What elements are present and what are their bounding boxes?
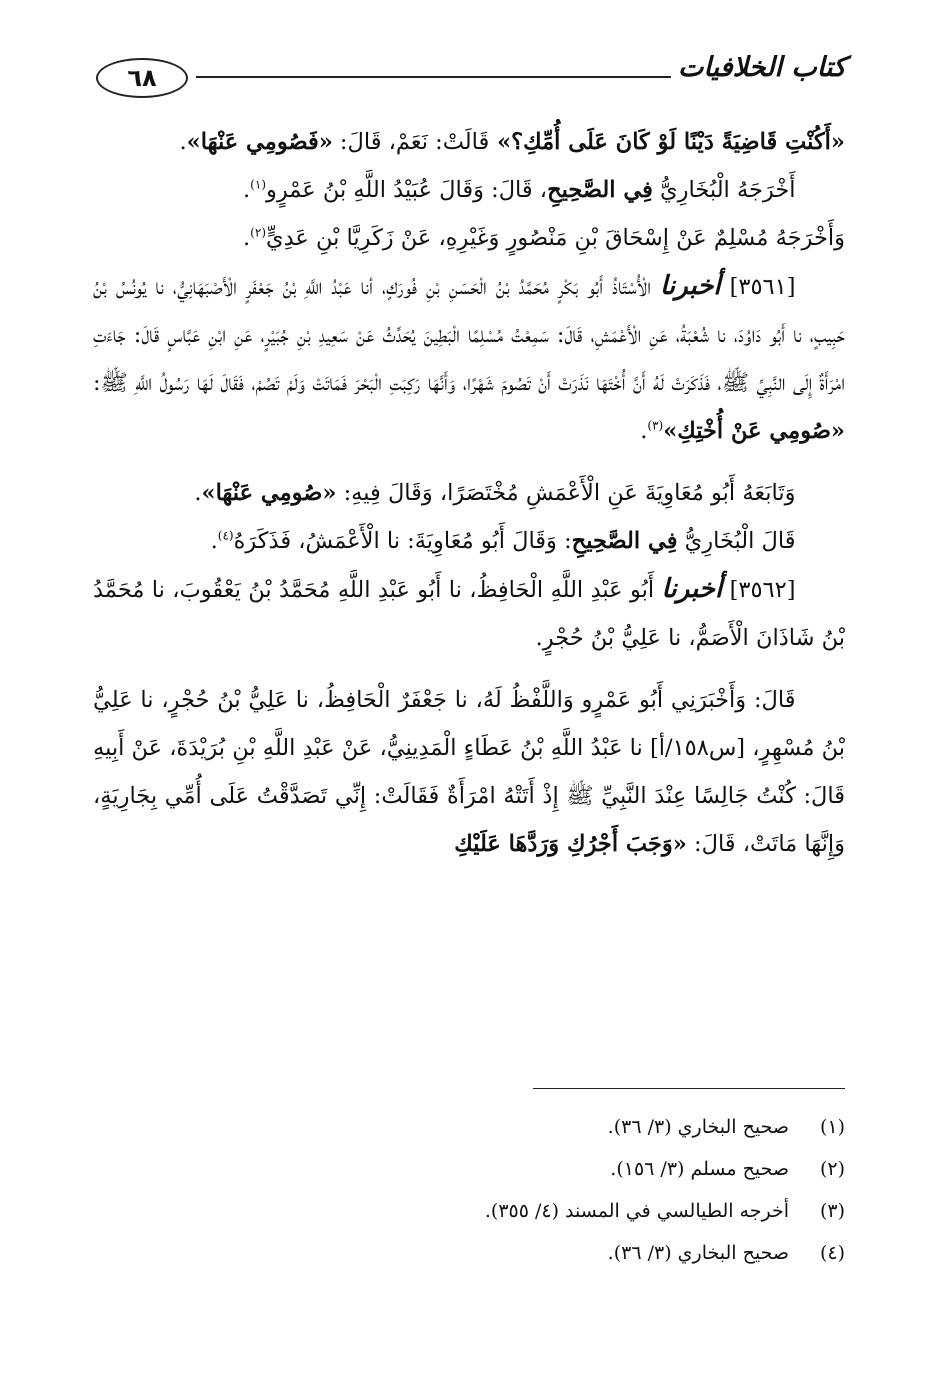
bold-quote: «أَكُنْتِ قَاضِيَةً دَيْنًا لَوْ كَانَ عَلَى أُمِّكِ؟» [489,129,845,155]
footnote [195,1190,845,1232]
footnote-marker: (٢) [250,225,266,240]
text-run: . [210,528,218,554]
text-run: . [194,480,202,506]
bold-quote: فِي الصَّحِيحِ [571,528,678,554]
paragraph-5 [93,469,845,517]
text-run: أَبُو عَبْدِ اللَّهِ الْحَافِظُ، نا أَبُو عَبْدِ اللَّهِ مُحَمَّدُ بْنُ يَعْقُوبَ، نا مُحَمَّدُ بْنُ شَاذَانَ الْأَصَمُّ، نا عَلِيُّ بْنُ حُجْرٍ. [93,577,845,651]
header-rule [196,76,671,78]
text-run: [٣٥٦٢] [722,577,796,603]
footnote-text: صحيح البخاري (٣/ ٣٦). [607,1116,789,1138]
footnote-marker: (١) [250,177,266,192]
paragraph-3 [93,214,845,262]
text-run: [٣٥٦١] [720,274,796,300]
bold-quote: فِي الصَّحِيحِ [547,177,653,203]
bold-quote: «صُومِي عَنْهَا» [201,480,337,506]
text-run: . [243,225,251,251]
bold-quote: «وَجَبَ أَجْرُكِ وَرَدَّهَا عَلَيْكِ [454,831,687,857]
text-run: . [640,418,648,444]
paragraph-2 [93,166,845,214]
text-run: . [179,129,187,155]
footnote [195,1106,845,1148]
text-run: قَالَ الْبُخَارِيُّ [677,528,796,554]
running-title: كتاب الخلافيات [677,52,846,83]
bold-quote: «فَصُومِي عَنْهَا» [186,129,333,155]
text-run: أَخْرَجَهُ الْبُخَارِيُّ [652,177,796,203]
akhbarana-keyword: أخبرنا [659,271,721,301]
footnote [195,1148,845,1190]
paragraph-8 [93,676,845,868]
paragraph-1 [93,118,845,166]
footnote-marker: (٣) [647,418,664,433]
footnote [195,1232,845,1274]
footnote-text: صحيح البخاري (٣/ ٣٦). [607,1242,789,1264]
paragraph-6 [93,517,845,565]
text-run: : وَقَالَ أَبُو مُعَاوِيَةَ: نا الْأَعْمَشُ، فَذَكَرَهُ [233,528,572,554]
akhbarana-keyword: أخبرنا [661,574,723,604]
footnote-separator [533,1088,845,1089]
text-run: قَالَ: وَأَخْبَرَنِي أَبُو عَمْرٍو وَاللَّفْظُ لَهُ، نا جَعْفَرٌ الْحَافِظُ، نا عَلِيُّ بْنُ حُجْرٍ، نا عَلِيُّ بْنُ مُسْهِرٍ، [س١٥٨/أ] نا عَبْدُ اللَّهِ بْنُ عَطَاءٍ الْمَدِينِيُّ، عَنْ عَبْدِ اللَّهِ بْنِ بُرَيْدَةَ، عَنْ أَبِيهِ قَالَ: كُنْتُ جَالِسًا عِنْدَ النَّبِيِّ ﷺ إِذْ أَتَتْهُ امْرَأَةٌ فَقَالَتْ: إِنِّي تَصَدَّقْتُ عَلَى أُمِّي بِجَارِيَةٍ، وَإِنَّهَا مَاتَتْ، قَالَ: [93,687,845,857]
footnote-text: صحيح مسلم (٣/ ١٥٦). [610,1158,789,1180]
bold-quote: «صُومِي عَنْ أُخْتِكِ» [663,418,845,444]
body-text [93,118,845,868]
footnote-number: (١) [819,1116,845,1138]
page-number: ٦٨ [96,58,188,98]
text-run: قَالَتْ: نَعَمْ، قَالَ: [332,129,490,155]
footnote-number: (٤) [819,1242,845,1264]
text-run: ، قَالَ: وَقَالَ عُبَيْدُ اللَّهِ بْنُ عَمْرٍو [266,177,548,203]
footnote-number: (٢) [819,1158,845,1180]
text-run: الْأُسْتَاذُ أَبُو بَكْرٍ مُحَمَّدُ بْنُ الْحَسَنِ بْنِ فُورَكٍ، أنا عَبْدُ اللَّهِ بْنُ جَعْفَرٍ الْأَصْبَهَانِيُّ، نا يُونُسُ بْنُ حَبِيبٍ، نا أَبُو دَاوُدَ، نا شُعْبَةُ، عَنِ الْأَعْمَشِ، قَالَ: سَمِعْتُ مُسْلِمًا الْبَطِينَ يُحَدِّثُ عَنْ سَعِيدِ بْنِ جُبَيْرٍ، عَنِ ابْنِ عَبَّاسٍ قَالَ: جَاءَتِ امْرَأَةٌ إِلَى النَّبِيِّ ﷺ، فَذَكَرَتْ لَهُ أَنَّ أُخْتَهَا نَذَرَتْ أَنْ تَصُومَ شَهْرًا، وَأَنَّهَا رَكِبَتِ الْبَحْرَ فَمَاتَتْ وَلَمْ تَصُمْ، فَقَالَ لَهَا رَسُولُ اللَّهِ ﷺ: [93,274,845,396]
text-run: وَأَخْرَجَهُ مُسْلِمٌ عَنْ إِسْحَاقَ بْنِ مَنْصُورٍ وَغَيْرِهِ، عَنْ زَكَرِيَّا بْنِ عَدِيٍّ [266,225,845,251]
text-run: وَتَابَعَهُ أَبُو مُعَاوِيَةَ عَنِ الْأَعْمَشِ مُخْتَصَرًا، وَقَالَ فِيهِ: [336,480,796,506]
footnote-number: (٣) [819,1200,845,1222]
footnote-marker: (٤) [217,528,234,543]
running-header [96,52,846,108]
paragraph-hadith-3561 [93,262,845,455]
footnote-text: أخرجه الطيالسي في المسند (٤/ ٣٥٥). [484,1200,789,1222]
paragraph-hadith-3562 [93,565,845,662]
footnotes [195,1106,845,1274]
text-run: . [243,177,251,203]
